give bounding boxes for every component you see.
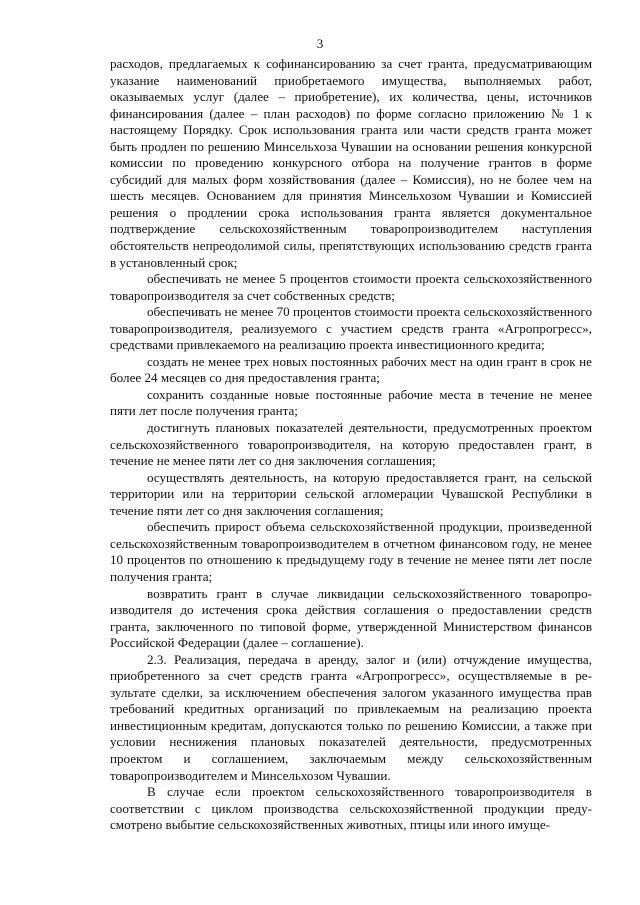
paragraph-5: сохранить созданные новые постоянные рабочие места в течение не менее пяти лет после получения гранта; bbox=[110, 386, 592, 419]
paragraph-1: расходов, предлагаемых к софинансированию за счет гранта, предусматривающим указание наименований приобретаемого имущества, выполняемых работ, оказываемых услуг (далее – приобретение), их количества, цены, источников финансирования (далее – план расходов) по форме согласно приложению № 1 к настоящему Порядку. Срок использования гранта или части средств гранта может быть продлен по решению Минсельхоза Чувашии на основании решения конкурсной комиссии по проведению конкурсного отбора на получение грантов в форме субсидий для малых форм хозяйствования (далее – Комиссия), но не более чем на шесть месяцев. Основанием для принятия Минсельхозом Чувашии и Комиссией решения о продлении срока использования гранта является документальное подтверждение сельскохозяйственным товаропроизводителем наступления обстоятельств непреодолимой силы, препятствующих использованию средств гранта в установленный срок; bbox=[110, 56, 592, 270]
paragraph-6: достигнуть плановых показателей деятельности, предусмотренных проектом сельскохозяйственного товаропроизводителя, на которую предоставлен грант, в течение не менее пяти лет со дня заключения соглашения; bbox=[110, 420, 592, 469]
document-body bbox=[110, 56, 592, 834]
paragraph-3: обеспечивать не менее 70 процентов стоимости проекта сельскохозяйственного товаропроизводителя, реализуемого с участием средств гранта «Агропрогресс», средствами привлекаемого на реализацию проекта инвестиционного кредита; bbox=[110, 304, 592, 353]
paragraph-4: создать не менее трех новых постоянных рабочих мест на один грант в срок не более 24 месяцев со дня предоставления гранта; bbox=[110, 353, 592, 386]
paragraph-9: возвратить грант в случае ликвидации сельскохозяйственного товаропроизводителя до истечения срока действия соглашения о предоставлении средств гранта, заключенного по типовой форме, утвержденной Министерством финансов Российской Федерации (далее – соглашение). bbox=[110, 585, 592, 651]
paragraph-2: обеспечивать не менее 5 процентов стоимости проекта сельскохозяйственного товаропроизводителя за счет собственных средств; bbox=[110, 271, 592, 303]
page-number: 3 bbox=[316, 36, 324, 51]
paragraph-8: обеспечить прирост объема сельскохозяйственной продукции, произведенной сельскохозяйственным товаропроизводителем в отчетном финансовом году, не менее 10 процентов по отношению к предыдущему году в течение не менее пяти лет после получения гранта; bbox=[110, 519, 592, 584]
paragraph-10: 2.3. Реализация, передача в аренду, залог и (или) отчуждение имущества, приобретенного за счет средств гранта «Агропрогресс», осуществляемые в результате сделки, за исключением обеспечения залогом указанного имущества прав требований кредитных организаций по привлекаемым на реализацию проекта инвестиционным кредитам, допускаются только по решению Комиссии, а также при условии неснижения плановых показателей деятельности, предусмотренных проектом и соглашением, заключаемым между сельскохозяйственным товаропроизводителем и Минсельхозом Чувашии. bbox=[110, 651, 592, 783]
paragraph-7: осуществлять деятельность, на которую предоставляется грант, на сельской территории или на территории сельской агломерации Чувашской Республики в течение пяти лет со дня заключения соглашения; bbox=[110, 469, 592, 518]
paragraph-11: В случае если проектом сельскохозяйственного товаропроизводителя в соответствии с циклом производства сельскохозяйственной продукции предусмотрено выбытие сельскохозяйственных животных, птицы или иного имуще- bbox=[110, 784, 592, 833]
